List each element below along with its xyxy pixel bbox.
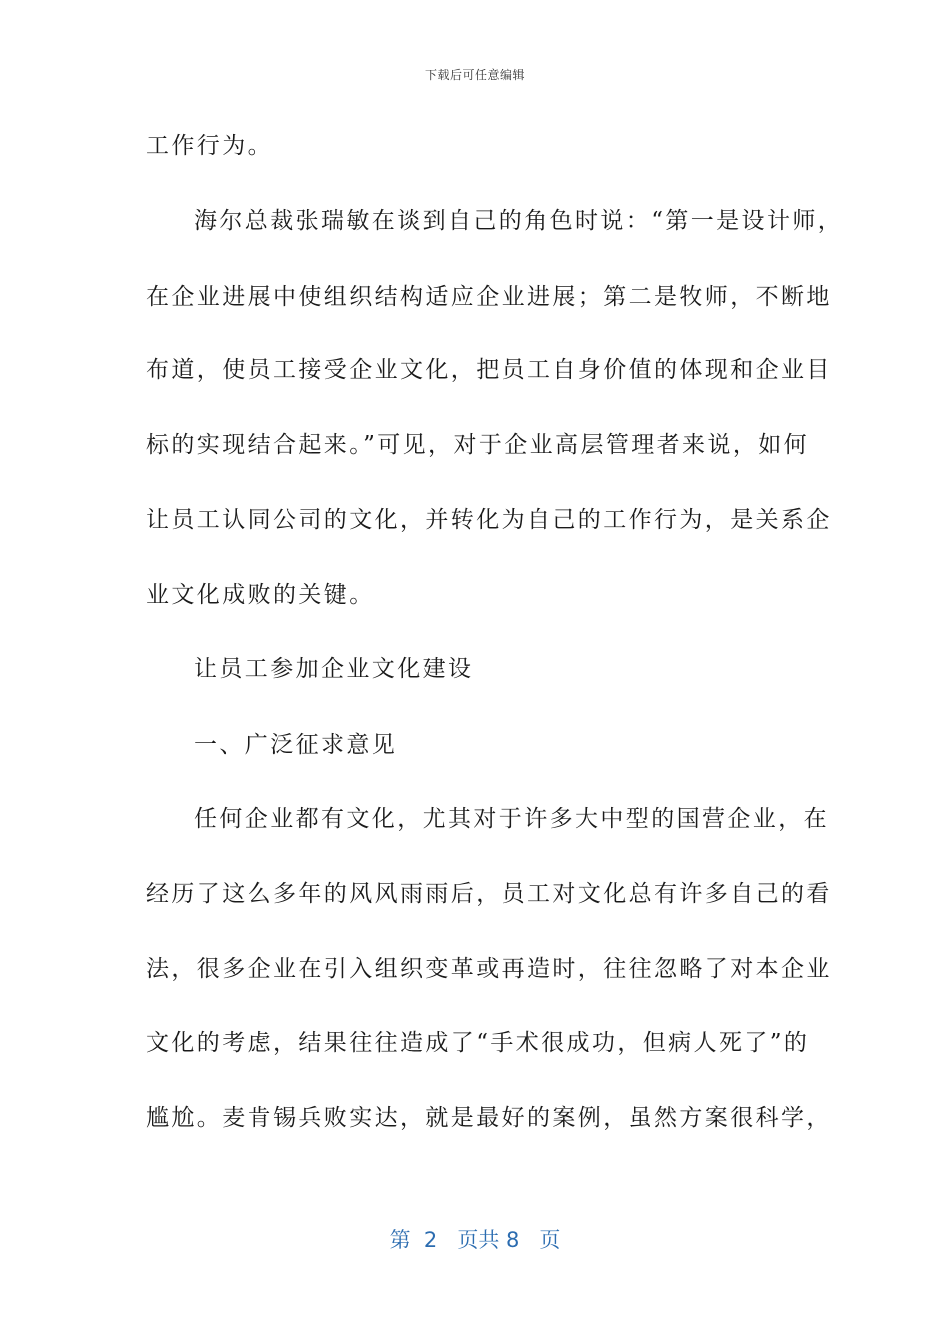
- header-note: 下载后可任意编辑: [424, 68, 525, 82]
- text-line: 布道，使员工接受企业文化，把员工自身价值的体现和企业目: [146, 357, 832, 383]
- footer-prefix: 第: [389, 1228, 411, 1252]
- total-pages: 8: [506, 1228, 520, 1252]
- footer-suffix: 页: [539, 1228, 561, 1252]
- text-line: 业文化成败的关键。: [146, 582, 375, 608]
- page-footer: [0, 1224, 950, 1254]
- text-line: 尴尬。麦肯锡兵败实达，就是最好的案例，虽然方案很科学，: [146, 1105, 832, 1131]
- text-line: 经历了这么多年的风风雨雨后，员工对文化总有许多自己的看: [146, 881, 832, 907]
- text-line: 标的实现结合起来。”可见，对于企业高层管理者来说，如何: [146, 432, 810, 458]
- text-line: 任何企业都有文化，尤其对于许多大中型的国营企业，在: [194, 806, 829, 832]
- text-line: 在企业进展中使组织结构适应企业进展；第二是牧师，不断地: [146, 284, 832, 310]
- text-line: 工作行为。: [146, 133, 273, 159]
- text-line: 法，很多企业在引入组织变革或再造时，往往忽略了对本企业: [146, 956, 832, 982]
- text-line: 海尔总裁张瑞敏在谈到自己的角色时说：“第一是设计师，: [194, 208, 844, 234]
- text-line: 让员工认同公司的文化，并转化为自己的工作行为，是关系企: [146, 507, 832, 533]
- subsection-heading: 一、广泛征求意见: [194, 732, 398, 758]
- text-line: 文化的考虑，结果往往造成了“手术很成功，但病人死了”的: [146, 1030, 810, 1056]
- footer-middle: 页共: [457, 1228, 500, 1252]
- section-heading: 让员工参加企业文化建设: [194, 656, 474, 682]
- current-page: 2: [423, 1228, 438, 1252]
